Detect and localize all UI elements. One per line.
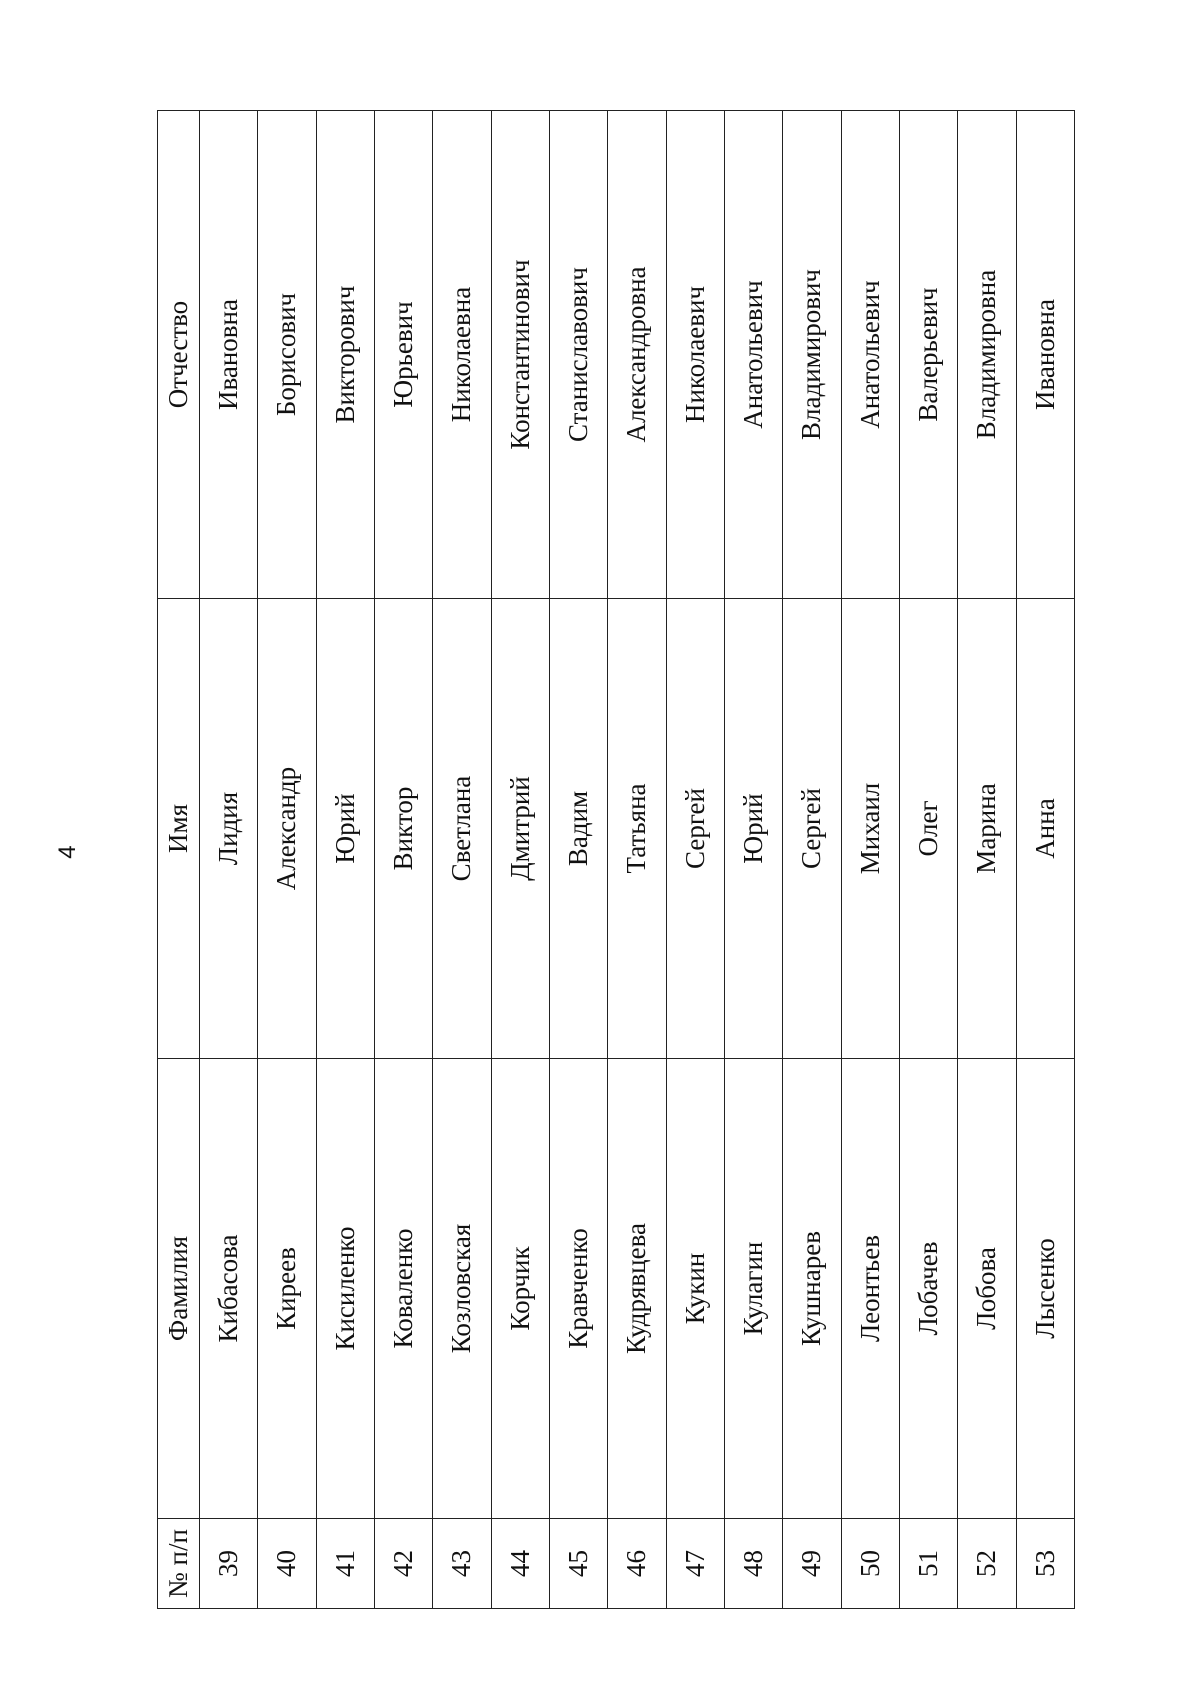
cell-patronymic: Анатольевич bbox=[724, 111, 782, 599]
cell-first-name: Лидия bbox=[200, 599, 258, 1059]
cell-patronymic: Викторович bbox=[316, 111, 374, 599]
cell-last-name: Козловская bbox=[433, 1059, 491, 1519]
cell-first-name: Анна bbox=[1016, 599, 1074, 1059]
cell-number: 53 bbox=[1016, 1519, 1074, 1609]
cell-patronymic: Александровна bbox=[608, 111, 666, 599]
cell-patronymic: Константинович bbox=[491, 111, 549, 599]
cell-last-name: Лобова bbox=[958, 1059, 1016, 1519]
cell-patronymic: Владимирович bbox=[783, 111, 841, 599]
cell-number: 45 bbox=[549, 1519, 607, 1609]
table-row bbox=[958, 111, 1016, 1609]
cell-number: 41 bbox=[316, 1519, 374, 1609]
table-row bbox=[1016, 111, 1074, 1609]
cell-last-name: Кравченко bbox=[549, 1059, 607, 1519]
roster-table-wrapper bbox=[157, 111, 1075, 1609]
cell-number: 43 bbox=[433, 1519, 491, 1609]
table-row bbox=[316, 111, 374, 1609]
cell-first-name: Дмитрий bbox=[491, 599, 549, 1059]
cell-first-name: Юрий bbox=[316, 599, 374, 1059]
cell-last-name: Киреев bbox=[258, 1059, 316, 1519]
cell-patronymic: Николаевич bbox=[666, 111, 724, 599]
cell-number: 39 bbox=[200, 1519, 258, 1609]
header-patronymic: Отчество bbox=[158, 111, 200, 599]
cell-number: 52 bbox=[958, 1519, 1016, 1609]
cell-first-name: Виктор bbox=[374, 599, 432, 1059]
cell-patronymic: Валерьевич bbox=[899, 111, 957, 599]
cell-last-name: Лобачев bbox=[899, 1059, 957, 1519]
cell-number: 48 bbox=[724, 1519, 782, 1609]
cell-first-name: Светлана bbox=[433, 599, 491, 1059]
roster-table bbox=[157, 110, 1075, 1609]
cell-patronymic: Станиславович bbox=[549, 111, 607, 599]
cell-last-name: Леонтьев bbox=[841, 1059, 899, 1519]
cell-patronymic: Юрьевич bbox=[374, 111, 432, 599]
cell-patronymic: Ивановна bbox=[1016, 111, 1074, 599]
cell-patronymic: Владимировна bbox=[958, 111, 1016, 599]
header-number: № п/п bbox=[158, 1519, 200, 1609]
cell-last-name: Корчик bbox=[491, 1059, 549, 1519]
cell-number: 49 bbox=[783, 1519, 841, 1609]
table-row bbox=[200, 111, 258, 1609]
table-row bbox=[491, 111, 549, 1609]
table-row bbox=[841, 111, 899, 1609]
table-row bbox=[433, 111, 491, 1609]
cell-patronymic: Борисович bbox=[258, 111, 316, 599]
cell-first-name: Александр bbox=[258, 599, 316, 1059]
table-row bbox=[783, 111, 841, 1609]
cell-number: 44 bbox=[491, 1519, 549, 1609]
cell-first-name: Олег bbox=[899, 599, 957, 1059]
cell-number: 47 bbox=[666, 1519, 724, 1609]
table-row bbox=[724, 111, 782, 1609]
cell-last-name: Коваленко bbox=[374, 1059, 432, 1519]
table-row bbox=[899, 111, 957, 1609]
cell-last-name: Кибасова bbox=[200, 1059, 258, 1519]
cell-last-name: Кулагин bbox=[724, 1059, 782, 1519]
cell-first-name: Вадим bbox=[549, 599, 607, 1059]
cell-number: 50 bbox=[841, 1519, 899, 1609]
cell-last-name: Лысенко bbox=[1016, 1059, 1074, 1519]
cell-first-name: Марина bbox=[958, 599, 1016, 1059]
cell-first-name: Сергей bbox=[666, 599, 724, 1059]
table-row bbox=[258, 111, 316, 1609]
cell-last-name: Кудрявцева bbox=[608, 1059, 666, 1519]
cell-number: 51 bbox=[899, 1519, 957, 1609]
table-row bbox=[549, 111, 607, 1609]
cell-first-name: Сергей bbox=[783, 599, 841, 1059]
cell-first-name: Татьяна bbox=[608, 599, 666, 1059]
cell-patronymic: Николаевна bbox=[433, 111, 491, 599]
header-first-name: Имя bbox=[158, 599, 200, 1059]
cell-number: 40 bbox=[258, 1519, 316, 1609]
header-last-name: Фамилия bbox=[158, 1059, 200, 1519]
cell-last-name: Кукин bbox=[666, 1059, 724, 1519]
cell-number: 46 bbox=[608, 1519, 666, 1609]
cell-number: 42 bbox=[374, 1519, 432, 1609]
cell-last-name: Кисиленко bbox=[316, 1059, 374, 1519]
table-row bbox=[666, 111, 724, 1609]
table-row bbox=[374, 111, 432, 1609]
table-row bbox=[608, 111, 666, 1609]
cell-patronymic: Ивановна bbox=[200, 111, 258, 599]
table-body bbox=[200, 111, 1075, 1609]
page-number: 4 bbox=[54, 845, 81, 859]
cell-patronymic: Анатольевич bbox=[841, 111, 899, 599]
cell-last-name: Кушнарев bbox=[783, 1059, 841, 1519]
table-header-row bbox=[158, 111, 200, 1609]
cell-first-name: Юрий bbox=[724, 599, 782, 1059]
cell-first-name: Михаил bbox=[841, 599, 899, 1059]
